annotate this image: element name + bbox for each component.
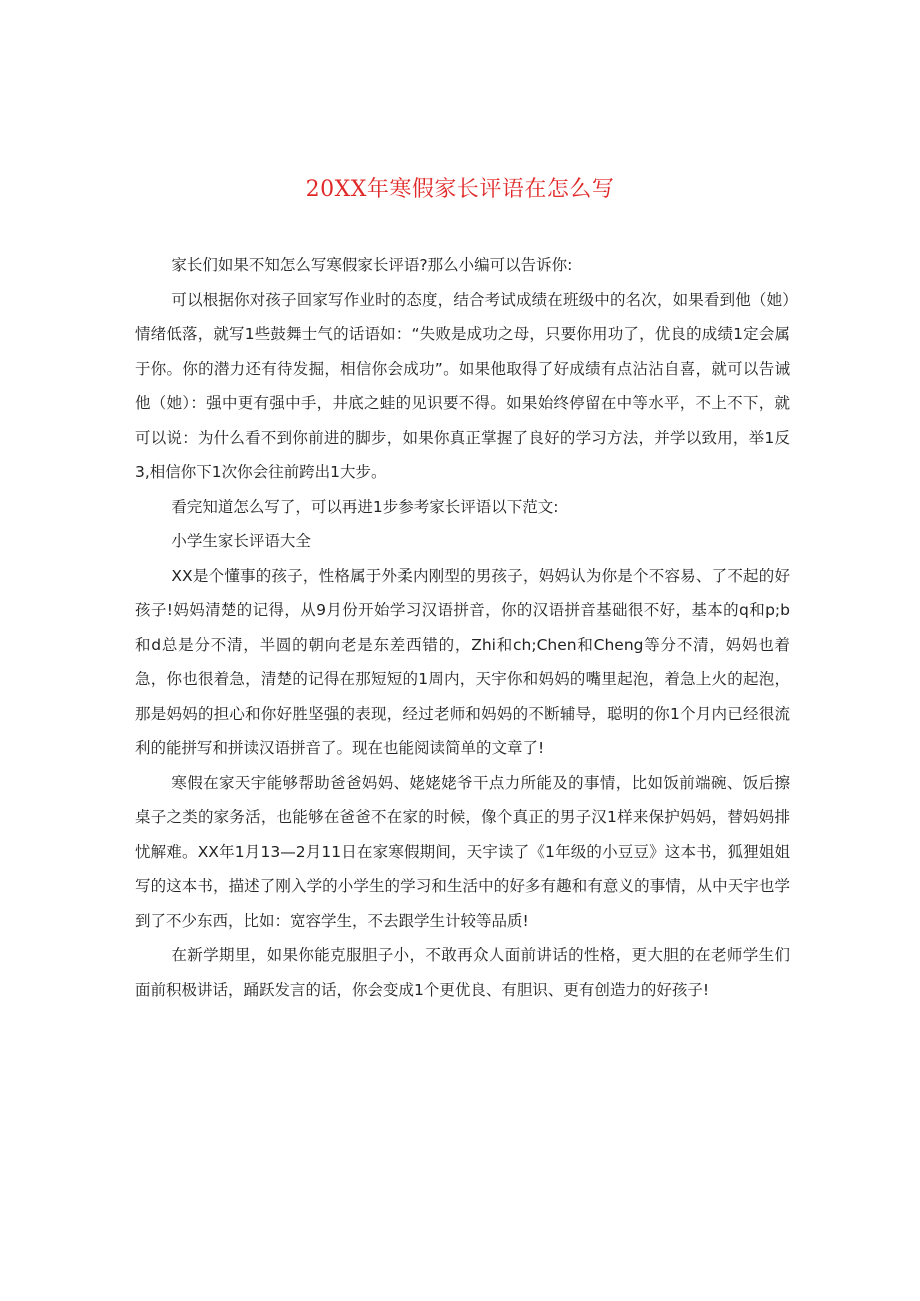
advice-paragraph: 可以根据你对孩子回家写作业时的态度，结合考试成绩在班级中的名次，如果看到他（她）情绪低落，就写1些鼓舞士气的话语如：“失败是成功之母，只要你用功了，优良的成绩1定会属于你。你的潜力还有待发掘，相信你会成功”。如果他取得了好成绩有点沾沾自喜，就可以告诫他（她）：强中更有强中手，井底之蛙的见识要不得。如果始终停留在中等水平，不上不下，就可以说：为什么看不到你前进的脚步，如果你真正掌握了良好的学习方法，并学以致用，举1反3,相信你下1次你会往前跨出1大步。 (135, 290, 790, 481)
section-heading: 小学生家长评语大全 (171, 532, 311, 550)
transition-paragraph: 看完知道怎么写了，可以再进1步参考家长评语以下范文: (171, 497, 559, 516)
sample-paragraph-2: 寒假在家天宇能够帮助爸爸妈妈、姥姥姥爷干点力所能及的事情，比如饭前端碗、饭后擦桌子之类的家务活，也能够在爸爸不在家的时候，像个真正的男子汉1样来保护妈妈，替妈妈排忧解难。XX年1月13—2月11日在家寒假期间，天宇读了《1年级的小豆豆》这本书，狐狸姐姐写的这本书，描述了刚入学的小学生的学习和生活中的好多有趣和有意义的事情，从中天宇也学到了不少东西，比如：宽容学生，不去跟学生计较等品质! (135, 773, 790, 930)
intro-paragraph: 家长们如果不知怎么写寒假家长评语?那么小编可以告诉你: (171, 256, 573, 274)
sample-paragraph-3: 在新学期里，如果你能克服胆子小，不敢再众人面前讲话的性格，更大胆的在老师学生们面前积极讲话，踊跃发言的话，你会变成1个更优良、有胆识、更有创造力的好孩子! (135, 946, 790, 999)
document-body (135, 248, 790, 1007)
document-title: 20XX年寒假家长评语在怎么写 (305, 177, 615, 202)
sample-paragraph-1: XX是个懂事的孩子，性格属于外柔内刚型的男孩子，妈妈认为你是个不容易、了不起的好孩子!妈妈清楚的记得，从9月份开始学习汉语拼音，你的汉语拼音基础很不好，基本的q和p;b和d总是分不清，半圆的朝向老是东差西错的，Zhi和ch;Chen和Cheng等分不清，妈妈也着急，你也很着急，清楚的记得在那短短的1周内，天宇你和妈妈的嘴里起泡，着急上火的起泡，那是妈妈的担心和你好胜坚强的表现，经过老师和妈妈的不断辅导，聪明的你1个月内已经很流利的能拼写和拼读汉语拼音了。现在也能阅读简单的文章了! (135, 566, 790, 757)
